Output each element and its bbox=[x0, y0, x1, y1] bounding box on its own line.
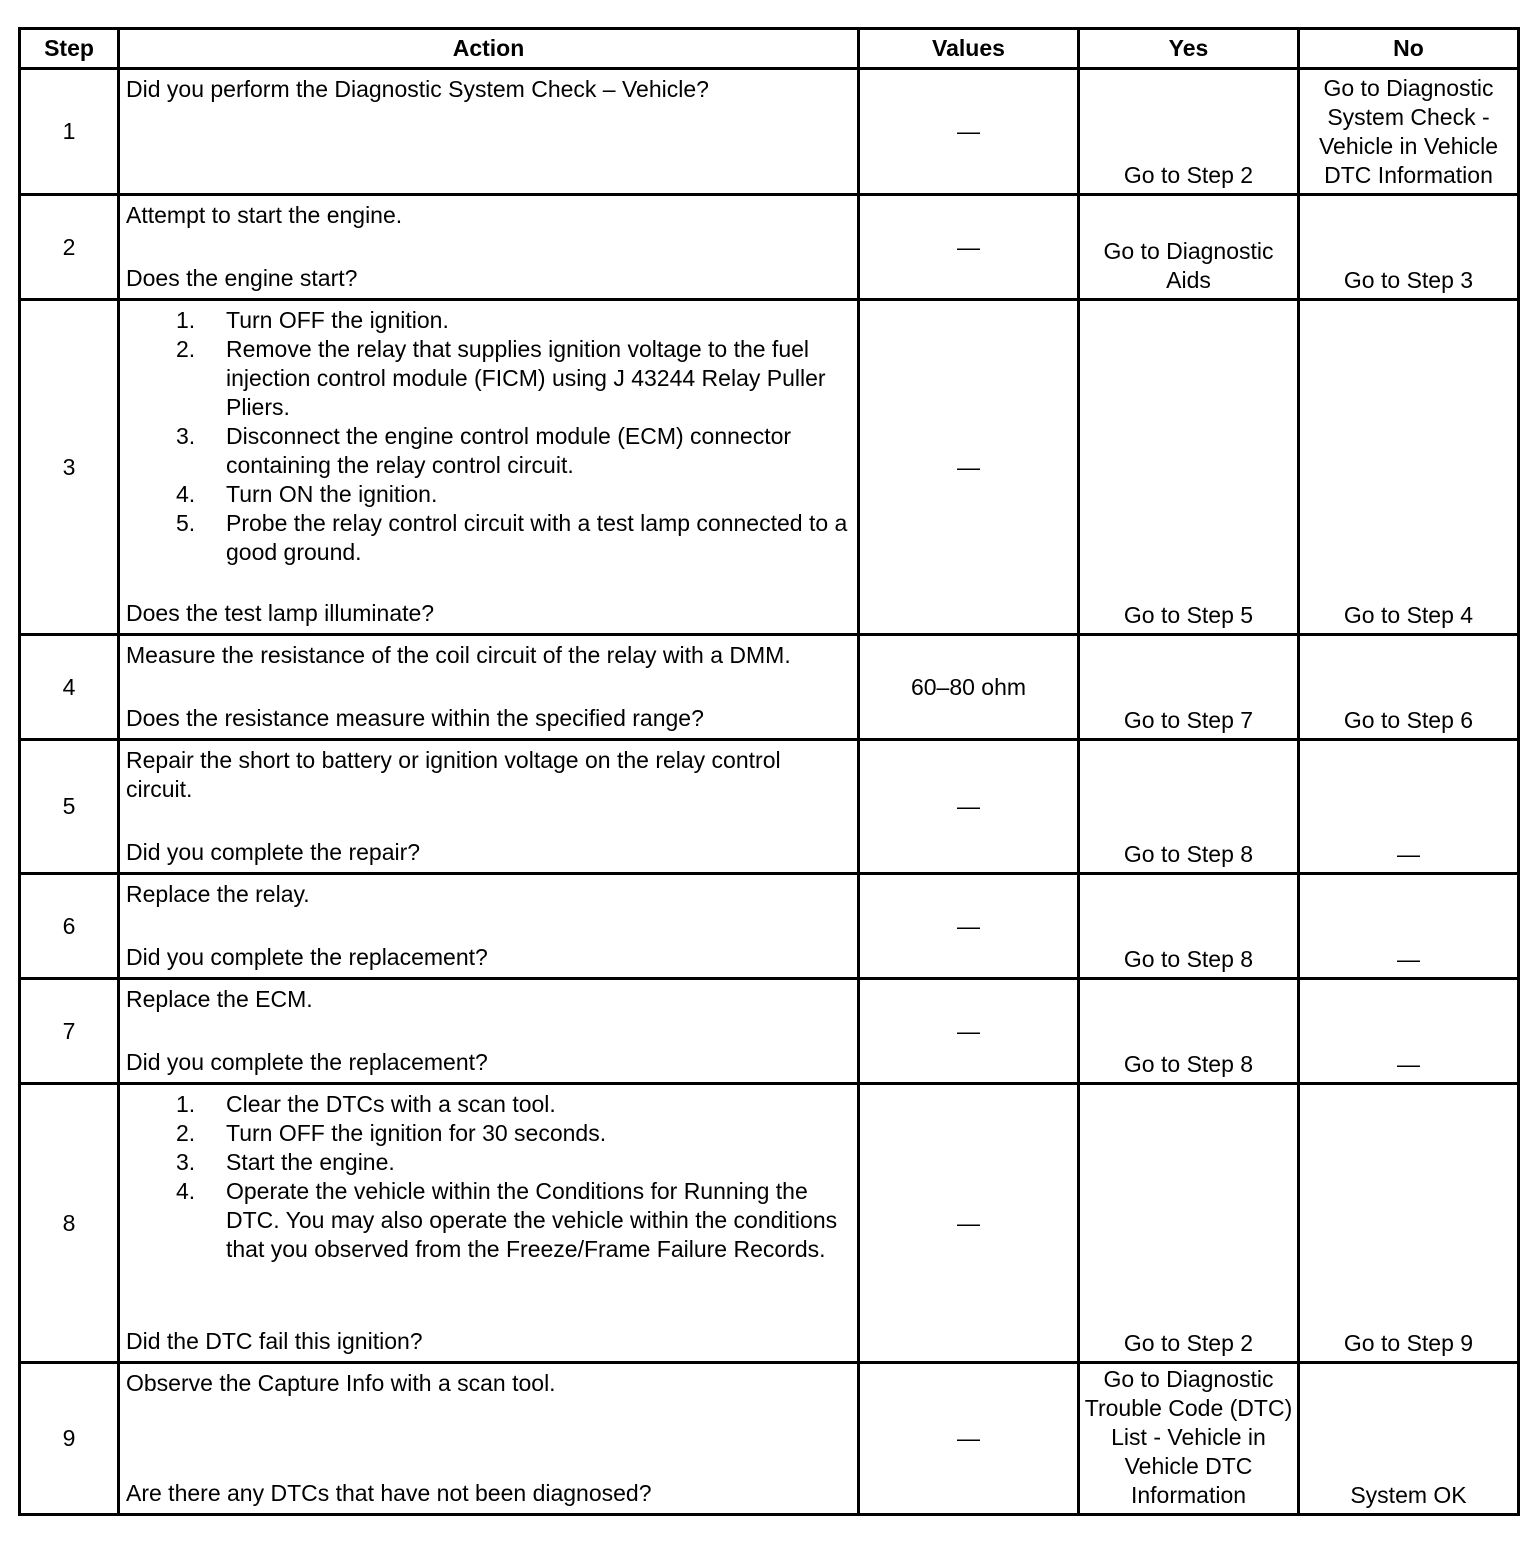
value-cell: — bbox=[859, 300, 1079, 635]
value-cell: — bbox=[859, 874, 1079, 979]
action-question: Are there any DTCs that have not been diagnosed? bbox=[126, 1480, 652, 1506]
table-row bbox=[20, 635, 1519, 740]
action-instruction: Measure the resistance of the coil circuit of the relay with a DMM. bbox=[126, 642, 791, 668]
substep-number: 2. bbox=[176, 336, 196, 362]
step-number: 3 bbox=[20, 300, 119, 635]
substep-text: Operate the vehicle within the Conditions for Running the DTC. You may also operate the vehicle within the conditions that you observed from the Freeze/Frame Failure Records. bbox=[226, 1178, 838, 1262]
substep-text: Turn ON the ignition. bbox=[226, 481, 438, 507]
substep-number: 5. bbox=[176, 510, 196, 536]
value-cell: 60–80 ohm bbox=[859, 635, 1079, 740]
no-cell: System OK bbox=[1299, 1363, 1519, 1515]
no-cell: — bbox=[1299, 740, 1519, 874]
table-row bbox=[20, 874, 1519, 979]
table-row bbox=[20, 740, 1519, 874]
action-question: Did the DTC fail this ignition? bbox=[126, 1328, 423, 1354]
value-cell: — bbox=[859, 1363, 1079, 1515]
value-cell: — bbox=[859, 979, 1079, 1084]
action-cell bbox=[119, 979, 859, 1084]
yes-cell: Go to Step 2 bbox=[1079, 1084, 1299, 1363]
action-instruction: Attempt to start the engine. bbox=[126, 202, 403, 228]
no-cell: — bbox=[1299, 874, 1519, 979]
substep-item bbox=[126, 1090, 851, 1119]
action-cell bbox=[119, 635, 859, 740]
header-row bbox=[20, 29, 1519, 69]
value-cell: — bbox=[859, 740, 1079, 874]
action-question: Does the engine start? bbox=[126, 265, 358, 291]
table-body bbox=[20, 69, 1519, 1515]
substep-item bbox=[126, 335, 851, 422]
action-instruction: Did you perform the Diagnostic System Check – Vehicle? bbox=[126, 76, 709, 102]
action-cell bbox=[119, 69, 859, 195]
action-question: Did you complete the replacement? bbox=[126, 1049, 488, 1075]
action-question: Does the resistance measure within the specified range? bbox=[126, 705, 704, 731]
action-instruction: Repair the short to battery or ignition voltage on the relay control circuit. bbox=[126, 747, 781, 802]
substep-number: 3. bbox=[176, 1149, 196, 1175]
action-instruction: Observe the Capture Info with a scan tool. bbox=[126, 1370, 556, 1396]
table-row bbox=[20, 1084, 1519, 1363]
substep-text: Turn OFF the ignition for 30 seconds. bbox=[226, 1120, 607, 1146]
action-instruction: Replace the ECM. bbox=[126, 986, 313, 1012]
substep-number: 4. bbox=[176, 1178, 196, 1204]
action-question: Does the test lamp illuminate? bbox=[126, 600, 435, 626]
action-question: Did you complete the replacement? bbox=[126, 944, 488, 970]
step-number: 1 bbox=[20, 69, 119, 195]
value-cell: — bbox=[859, 69, 1079, 195]
no-cell: Go to Step 9 bbox=[1299, 1084, 1519, 1363]
yes-cell: Go to Step 8 bbox=[1079, 874, 1299, 979]
substep-item bbox=[126, 1119, 851, 1148]
header-step: Step bbox=[20, 29, 119, 69]
step-number: 4 bbox=[20, 635, 119, 740]
action-cell bbox=[119, 1084, 859, 1363]
action-question: Did you complete the repair? bbox=[126, 839, 421, 865]
substep-number: 1. bbox=[176, 307, 196, 333]
yes-cell: Go to Step 7 bbox=[1079, 635, 1299, 740]
substep-list bbox=[126, 306, 851, 567]
action-cell bbox=[119, 300, 859, 635]
substep-text: Start the engine. bbox=[226, 1149, 395, 1175]
substep-text: Turn OFF the ignition. bbox=[226, 307, 449, 333]
substep-text: Disconnect the engine control module (ECM) connector containing the relay control circuit. bbox=[226, 423, 792, 478]
header-yes: Yes bbox=[1079, 29, 1299, 69]
substep-item bbox=[126, 306, 851, 335]
step-number: 8 bbox=[20, 1084, 119, 1363]
substep-text: Probe the relay control circuit with a test lamp connected to a good ground. bbox=[226, 510, 848, 565]
header-action: Action bbox=[119, 29, 859, 69]
substep-item bbox=[126, 1148, 851, 1177]
substep-number: 4. bbox=[176, 481, 196, 507]
yes-cell: Go to Step 8 bbox=[1079, 740, 1299, 874]
header-no: No bbox=[1299, 29, 1519, 69]
substep-number: 1. bbox=[176, 1091, 196, 1117]
substep-text: Clear the DTCs with a scan tool. bbox=[226, 1091, 556, 1117]
substep-number: 2. bbox=[176, 1120, 196, 1146]
no-cell: Go to Step 6 bbox=[1299, 635, 1519, 740]
value-cell: — bbox=[859, 1084, 1079, 1363]
table-row bbox=[20, 1363, 1519, 1515]
action-cell bbox=[119, 874, 859, 979]
step-number: 5 bbox=[20, 740, 119, 874]
table-row bbox=[20, 300, 1519, 635]
substep-item bbox=[126, 1177, 851, 1264]
yes-cell: Go to Diagnostic Aids bbox=[1079, 195, 1299, 300]
substep-text: Remove the relay that supplies ignition voltage to the fuel injection control module (FICM) using J 43244 Relay Puller Pliers. bbox=[226, 336, 826, 420]
step-number: 9 bbox=[20, 1363, 119, 1515]
substep-item bbox=[126, 422, 851, 480]
value-cell: — bbox=[859, 195, 1079, 300]
diagnostic-table bbox=[18, 27, 1520, 1516]
no-cell: Go to Step 4 bbox=[1299, 300, 1519, 635]
header-values: Values bbox=[859, 29, 1079, 69]
table-row bbox=[20, 69, 1519, 195]
step-number: 6 bbox=[20, 874, 119, 979]
table-row bbox=[20, 195, 1519, 300]
substep-item bbox=[126, 480, 851, 509]
action-cell bbox=[119, 740, 859, 874]
no-cell: Go to Step 3 bbox=[1299, 195, 1519, 300]
step-number: 2 bbox=[20, 195, 119, 300]
no-cell: — bbox=[1299, 979, 1519, 1084]
yes-cell: Go to Diagnostic Trouble Code (DTC) List - Vehicle in Vehicle DTC Information bbox=[1079, 1363, 1299, 1515]
substep-list bbox=[126, 1090, 851, 1264]
step-number: 7 bbox=[20, 979, 119, 1084]
yes-cell: Go to Step 2 bbox=[1079, 69, 1299, 195]
yes-cell: Go to Step 8 bbox=[1079, 979, 1299, 1084]
no-cell: Go to Diagnostic System Check - Vehicle in Vehicle DTC Information bbox=[1299, 69, 1519, 195]
substep-number: 3. bbox=[176, 423, 196, 449]
action-cell bbox=[119, 1363, 859, 1515]
table-row bbox=[20, 979, 1519, 1084]
yes-cell: Go to Step 5 bbox=[1079, 300, 1299, 635]
action-instruction: Replace the relay. bbox=[126, 881, 310, 907]
substep-item bbox=[126, 509, 851, 567]
action-cell bbox=[119, 195, 859, 300]
